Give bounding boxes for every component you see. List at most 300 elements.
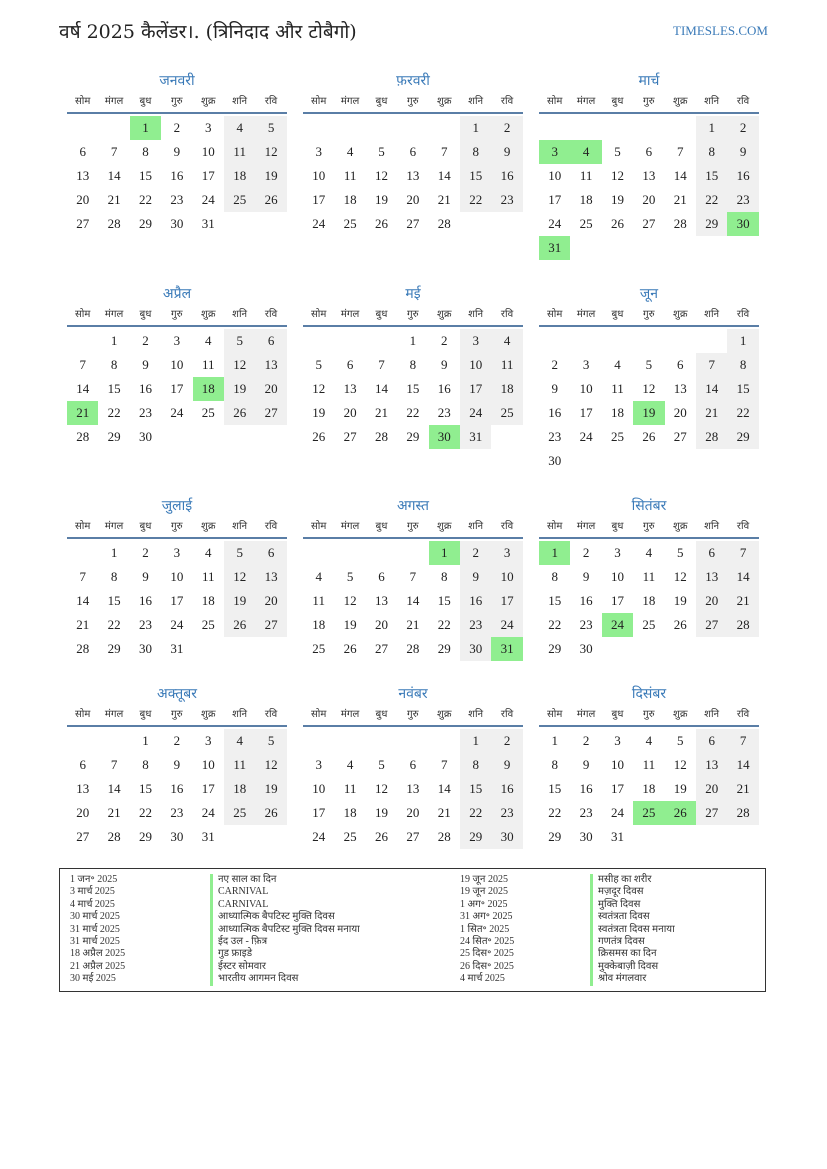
weekday-label: रवि [264, 309, 278, 320]
day-cell: 11 [202, 357, 215, 372]
month-name: जुलाई [161, 498, 193, 514]
weekday-label: सोम [75, 521, 91, 532]
weekday-label: सोम [75, 309, 91, 320]
day-grid [67, 327, 287, 471]
weekday-label: गुरु [643, 709, 655, 720]
day-cell: 29 [548, 829, 562, 844]
day-cell: 29 [460, 825, 491, 849]
day-cell: 28 [76, 429, 90, 444]
day-cell: 12 [343, 593, 357, 608]
weekday-label: बुध [375, 709, 388, 720]
day-cell: 15 [460, 777, 491, 801]
day-cell: 20 [696, 777, 727, 801]
day-cell: 6 [79, 757, 86, 772]
day-cell-holiday: 18 [193, 377, 224, 401]
day-cell: 8 [110, 569, 118, 584]
day-cell: 29 [406, 429, 420, 444]
day-cell: 2 [551, 357, 558, 372]
day-cell: 16 [491, 164, 522, 188]
day-cell: 26 [255, 801, 286, 825]
day-cell: 23 [727, 188, 758, 212]
day-cell: 19 [224, 589, 255, 613]
weekday-label: शनि [468, 309, 484, 320]
weekday-label: शनि [468, 96, 484, 107]
day-cell: 24 [548, 216, 562, 231]
day-cell: 16 [437, 381, 451, 396]
weekday-label: रवि [736, 309, 750, 320]
day-cell-holiday: 1 [539, 541, 570, 565]
day-cell: 30 [138, 429, 152, 444]
day-cell: 13 [673, 381, 687, 396]
day-cell: 25 [201, 405, 215, 420]
day-cell: 27 [76, 829, 90, 844]
weekday-label: गुरु [407, 96, 419, 107]
day-cell: 15 [727, 377, 758, 401]
day-cell: 12 [224, 353, 255, 377]
legend-holiday-name: गणतंत्र दिवस [590, 936, 675, 948]
day-cell: 11 [491, 353, 522, 377]
day-cell: 7 [110, 757, 118, 772]
day-cell: 29 [696, 212, 727, 236]
day-cell: 11 [579, 168, 593, 183]
day-cell: 8 [551, 569, 558, 584]
weekday-label: गुरु [171, 96, 183, 107]
day-cell: 23 [138, 405, 152, 420]
legend-holiday-name: ईस्टर सोमवार [210, 961, 360, 973]
weekday-label: शनि [468, 709, 484, 720]
weekday-label: रवि [500, 96, 514, 107]
day-cell: 10 [579, 381, 593, 396]
day-cell: 30 [579, 641, 593, 656]
legend-holiday-date: 21 अप्रैल 2025 [70, 960, 126, 972]
day-cell: 18 [343, 805, 357, 820]
weekday-label: मंगल [576, 709, 596, 720]
weekday-label: सोम [75, 709, 91, 720]
day-cell: 4 [315, 569, 322, 584]
month-block [67, 283, 287, 471]
weekday-label: मंगल [340, 709, 360, 720]
day-cell: 6 [409, 144, 417, 159]
day-cell: 27 [76, 216, 90, 231]
weekday-label: शुक्र [437, 96, 452, 107]
day-cell: 18 [224, 164, 255, 188]
day-cell: 31 [460, 425, 491, 449]
day-cell: 16 [138, 593, 152, 608]
weekday-label: सोम [547, 709, 563, 720]
day-cell: 9 [582, 569, 590, 584]
day-cell: 16 [170, 781, 184, 796]
weekday-label: बुध [139, 709, 152, 720]
day-cell: 21 [107, 805, 121, 820]
weekday-label: मंगल [104, 709, 124, 720]
day-cell: 14 [673, 168, 687, 183]
day-cell: 27 [696, 613, 727, 637]
month-name: मई [405, 286, 421, 302]
day-cell: 6 [409, 757, 417, 772]
day-cell: 21 [374, 405, 388, 420]
day-cell-holiday: 19 [633, 401, 664, 425]
day-cell: 4 [205, 333, 212, 348]
legend-holiday-name: CARNIVAL [210, 886, 360, 898]
weekday-label: बुध [139, 521, 152, 532]
day-cell-holiday: 30 [429, 425, 460, 449]
legend-holiday-date: 31 मार्च 2025 [70, 935, 120, 947]
day-cell: 6 [378, 569, 385, 584]
day-cell: 17 [312, 192, 326, 207]
day-cell: 16 [491, 777, 522, 801]
day-cell: 26 [343, 641, 357, 656]
day-cell: 20 [406, 805, 420, 820]
day-cell: 4 [224, 729, 255, 753]
month-block [303, 683, 523, 871]
day-cell: 28 [374, 429, 388, 444]
month-name: जनवरी [159, 73, 195, 89]
legend-holiday-name: क्रिसमस का दिन [590, 948, 675, 960]
day-cell: 7 [110, 144, 118, 159]
weekday-label: मंगल [576, 309, 596, 320]
month-name: दिसंबर [631, 686, 667, 702]
day-cell: 7 [727, 541, 758, 565]
day-cell: 31 [201, 829, 215, 844]
day-cell: 15 [138, 781, 152, 796]
month-name: जून [639, 286, 659, 302]
day-cell: 23 [579, 805, 593, 820]
day-cell: 12 [224, 565, 255, 589]
day-cell: 20 [255, 377, 286, 401]
day-cell: 25 [224, 801, 255, 825]
day-cell: 11 [312, 593, 325, 608]
day-cell: 4 [346, 757, 354, 772]
day-cell: 28 [727, 613, 758, 637]
day-cell: 25 [579, 216, 593, 231]
day-cell: 16 [727, 164, 758, 188]
day-cell: 17 [460, 377, 491, 401]
month-name: अगस्त [396, 498, 429, 514]
day-cell: 12 [374, 168, 388, 183]
day-grid [303, 727, 523, 871]
day-cell: 29 [727, 425, 758, 449]
day-cell: 14 [107, 781, 121, 796]
day-cell: 1 [696, 116, 727, 140]
day-cell: 19 [312, 405, 326, 420]
day-cell: 28 [107, 216, 121, 231]
day-cell: 29 [138, 829, 152, 844]
day-cell: 24 [491, 613, 522, 637]
weekday-label: गुरु [407, 521, 419, 532]
day-cell: 6 [255, 329, 286, 353]
weekday-label: बुध [611, 96, 624, 107]
legend-holiday-name: गुड फ्राइडे [210, 948, 360, 960]
weekday-label: सोम [547, 521, 563, 532]
weekday-label: शुक्र [201, 521, 216, 532]
month-block [303, 70, 523, 258]
day-cell: 1 [460, 116, 491, 140]
day-cell: 17 [548, 192, 562, 207]
weekday-label: सोम [547, 309, 563, 320]
day-cell: 14 [374, 381, 388, 396]
day-cell-holiday: 26 [665, 801, 696, 825]
day-cell: 5 [255, 729, 286, 753]
day-cell: 23 [170, 192, 184, 207]
day-cell: 8 [409, 357, 417, 372]
legend-holiday-name: स्वतंत्रता दिवस [590, 911, 675, 923]
weekday-label: रवि [500, 709, 514, 720]
day-cell: 26 [374, 216, 388, 231]
weekday-label: गुरु [171, 709, 183, 720]
legend-holiday-name: आध्यात्मिक बैपटिस्ट मुक्ति दिवस [210, 911, 360, 923]
day-cell: 19 [610, 192, 624, 207]
day-cell: 28 [437, 829, 451, 844]
weekday-header [303, 92, 523, 114]
day-cell: 4 [491, 329, 522, 353]
weekday-header [303, 705, 523, 727]
day-cell: 8 [441, 569, 448, 584]
day-cell: 7 [79, 357, 86, 372]
weekday-label: मंगल [340, 96, 360, 107]
day-cell: 5 [614, 144, 621, 159]
legend-holiday-date: 3 मार्च 2025 [70, 886, 115, 898]
legend-holiday-name: ईद उल - फ़ित्र [210, 936, 360, 948]
weekday-header [539, 305, 759, 327]
day-cell-holiday: 3 [539, 140, 570, 164]
weekday-label: रवि [264, 96, 278, 107]
weekday-label: शनि [232, 309, 248, 320]
day-cell: 1 [551, 733, 558, 748]
day-cell: 5 [378, 144, 385, 159]
legend-holiday-date: 26 दिस॰ 2025 [460, 960, 514, 972]
day-cell: 26 [312, 429, 326, 444]
day-cell: 5 [677, 733, 684, 748]
day-cell: 17 [170, 381, 184, 396]
day-cell: 14 [437, 168, 451, 183]
day-cell: 12 [255, 753, 286, 777]
day-cell: 19 [343, 617, 357, 632]
day-cell: 30 [579, 829, 593, 844]
day-cell: 21 [696, 401, 727, 425]
day-cell: 1 [409, 333, 417, 348]
legend-right-dates [460, 874, 514, 986]
day-cell: 16 [170, 168, 184, 183]
legend-holiday-date: 25 दिस॰ 2025 [460, 948, 514, 960]
day-cell: 11 [343, 168, 357, 183]
day-cell: 15 [107, 593, 121, 608]
day-cell: 18 [491, 377, 522, 401]
day-cell: 24 [460, 401, 491, 425]
day-cell: 23 [548, 429, 562, 444]
day-cell: 3 [315, 144, 322, 159]
day-cell: 9 [460, 565, 491, 589]
month-name: सितंबर [631, 498, 667, 514]
day-cell: 18 [343, 192, 357, 207]
weekday-label: शुक्र [437, 521, 452, 532]
weekday-label: गुरु [643, 309, 655, 320]
day-grid [303, 327, 523, 471]
weekday-label: मंगल [104, 309, 124, 320]
day-cell: 24 [610, 805, 624, 820]
day-cell: 31 [610, 829, 624, 844]
day-cell: 26 [374, 829, 388, 844]
day-cell: 17 [312, 805, 326, 820]
site-link[interactable]: TIMESLES.COM [673, 23, 768, 38]
month-block [67, 70, 287, 258]
weekday-label: शनि [232, 709, 248, 720]
day-cell: 9 [491, 140, 522, 164]
day-cell: 20 [673, 405, 687, 420]
day-cell: 5 [224, 329, 255, 353]
day-cell: 22 [460, 188, 491, 212]
day-cell: 11 [224, 140, 255, 164]
weekday-label: सोम [311, 521, 327, 532]
weekday-label: रवि [736, 96, 750, 107]
day-cell: 6 [79, 144, 86, 159]
day-cell: 3 [460, 329, 491, 353]
legend-holiday-name: स्वतंत्रता दिवस मनाया [590, 924, 675, 936]
day-cell: 29 [107, 429, 121, 444]
day-cell: 10 [170, 357, 184, 372]
weekday-label: बुध [375, 309, 388, 320]
day-cell: 13 [255, 353, 286, 377]
day-cell: 8 [727, 353, 758, 377]
legend-holiday-date: 1 जन॰ 2025 [70, 874, 118, 885]
day-cell: 15 [138, 168, 152, 183]
day-cell: 20 [255, 589, 286, 613]
day-cell: 12 [673, 757, 687, 772]
day-cell: 23 [491, 188, 522, 212]
day-cell: 18 [224, 777, 255, 801]
month-block [303, 495, 523, 683]
day-cell: 9 [142, 569, 149, 584]
day-cell: 14 [76, 593, 90, 608]
weekday-label: सोम [75, 96, 91, 107]
day-cell: 16 [548, 405, 562, 420]
day-cell: 30 [170, 829, 184, 844]
day-cell: 1 [727, 329, 758, 353]
day-cell: 8 [142, 144, 149, 159]
legend-holiday-date: 4 मार्च 2025 [460, 973, 505, 985]
day-grid [539, 327, 759, 471]
day-cell: 21 [76, 617, 90, 632]
day-cell: 23 [437, 405, 451, 420]
weekday-label: रवि [264, 521, 278, 532]
day-grid [539, 114, 759, 258]
legend-holiday-name: नए साल का दिन [210, 874, 360, 886]
day-cell: 25 [343, 829, 357, 844]
day-cell: 3 [205, 733, 212, 748]
legend-holiday-name: भारतीय आगमन दिवस [210, 973, 360, 985]
day-cell: 25 [312, 641, 326, 656]
day-cell: 27 [343, 429, 357, 444]
day-cell: 28 [76, 641, 90, 656]
day-cell: 7 [677, 144, 684, 159]
day-cell: 10 [610, 757, 624, 772]
day-cell: 22 [727, 401, 758, 425]
day-cell: 14 [696, 377, 727, 401]
month-block [539, 495, 759, 683]
day-cell: 25 [201, 617, 215, 632]
day-cell: 15 [107, 381, 121, 396]
day-cell: 17 [610, 781, 624, 796]
day-cell: 5 [645, 357, 653, 372]
weekday-header [303, 305, 523, 327]
weekday-header [67, 705, 287, 727]
weekday-label: गुरु [407, 709, 419, 720]
day-cell: 28 [673, 216, 687, 231]
weekday-label: मंगल [340, 521, 360, 532]
month-block [67, 495, 287, 683]
day-cell: 28 [696, 425, 727, 449]
day-cell: 17 [201, 168, 215, 183]
day-cell: 13 [343, 381, 357, 396]
day-cell: 25 [343, 216, 357, 231]
day-cell: 3 [614, 733, 621, 748]
day-cell: 27 [255, 613, 286, 637]
month-block [539, 70, 759, 258]
legend-holiday-date: 1 सित॰ 2025 [460, 923, 510, 935]
day-cell: 7 [441, 757, 448, 772]
day-cell: 14 [76, 381, 90, 396]
day-cell: 2 [491, 729, 522, 753]
day-cell: 23 [460, 613, 491, 637]
day-cell: 29 [548, 641, 562, 656]
weekday-header [67, 517, 287, 539]
day-cell: 6 [677, 357, 684, 372]
day-cell: 19 [374, 192, 388, 207]
weekday-label: मंगल [576, 521, 596, 532]
day-cell: 8 [551, 757, 558, 772]
day-cell: 28 [727, 801, 758, 825]
day-cell: 1 [110, 333, 118, 348]
day-cell-holiday: 21 [67, 401, 98, 425]
day-cell: 9 [491, 753, 522, 777]
day-cell: 21 [437, 805, 451, 820]
day-cell: 10 [491, 565, 522, 589]
day-cell: 31 [201, 216, 215, 231]
day-cell: 31 [170, 641, 184, 656]
day-cell: 6 [346, 357, 354, 372]
day-cell: 17 [491, 589, 522, 613]
day-cell: 14 [107, 168, 121, 183]
month-name: अप्रैल [162, 286, 192, 302]
month-block [67, 683, 287, 871]
weekday-header [67, 305, 287, 327]
day-cell: 30 [548, 453, 562, 468]
day-cell: 17 [201, 781, 215, 796]
day-cell: 8 [110, 357, 118, 372]
day-cell: 21 [437, 192, 451, 207]
legend-holiday-date: 4 मार्च 2025 [70, 898, 115, 910]
day-cell: 17 [579, 405, 593, 420]
legend-holiday-name: मुक्ति दिवस [590, 899, 675, 911]
day-grid [67, 727, 287, 871]
day-cell: 3 [614, 545, 621, 560]
day-cell: 26 [224, 613, 255, 637]
day-cell: 8 [696, 140, 727, 164]
day-cell: 17 [170, 593, 184, 608]
day-cell: 12 [374, 781, 388, 796]
legend-holiday-date: 19 जून 2025 [460, 886, 508, 898]
weekday-label: गुरु [171, 521, 183, 532]
day-cell: 2 [142, 333, 149, 348]
day-cell: 27 [406, 216, 420, 231]
month-name: फ़रवरी [396, 73, 430, 89]
day-cell-holiday: 24 [602, 613, 633, 637]
day-cell: 24 [312, 216, 326, 231]
legend-holiday-name: आध्यात्मिक बैपटिस्ट मुक्ति दिवस मनाया [210, 924, 360, 936]
day-cell-holiday: 1 [130, 116, 161, 140]
day-cell: 25 [224, 188, 255, 212]
month-block [539, 283, 759, 471]
day-cell-holiday: 31 [539, 236, 570, 260]
